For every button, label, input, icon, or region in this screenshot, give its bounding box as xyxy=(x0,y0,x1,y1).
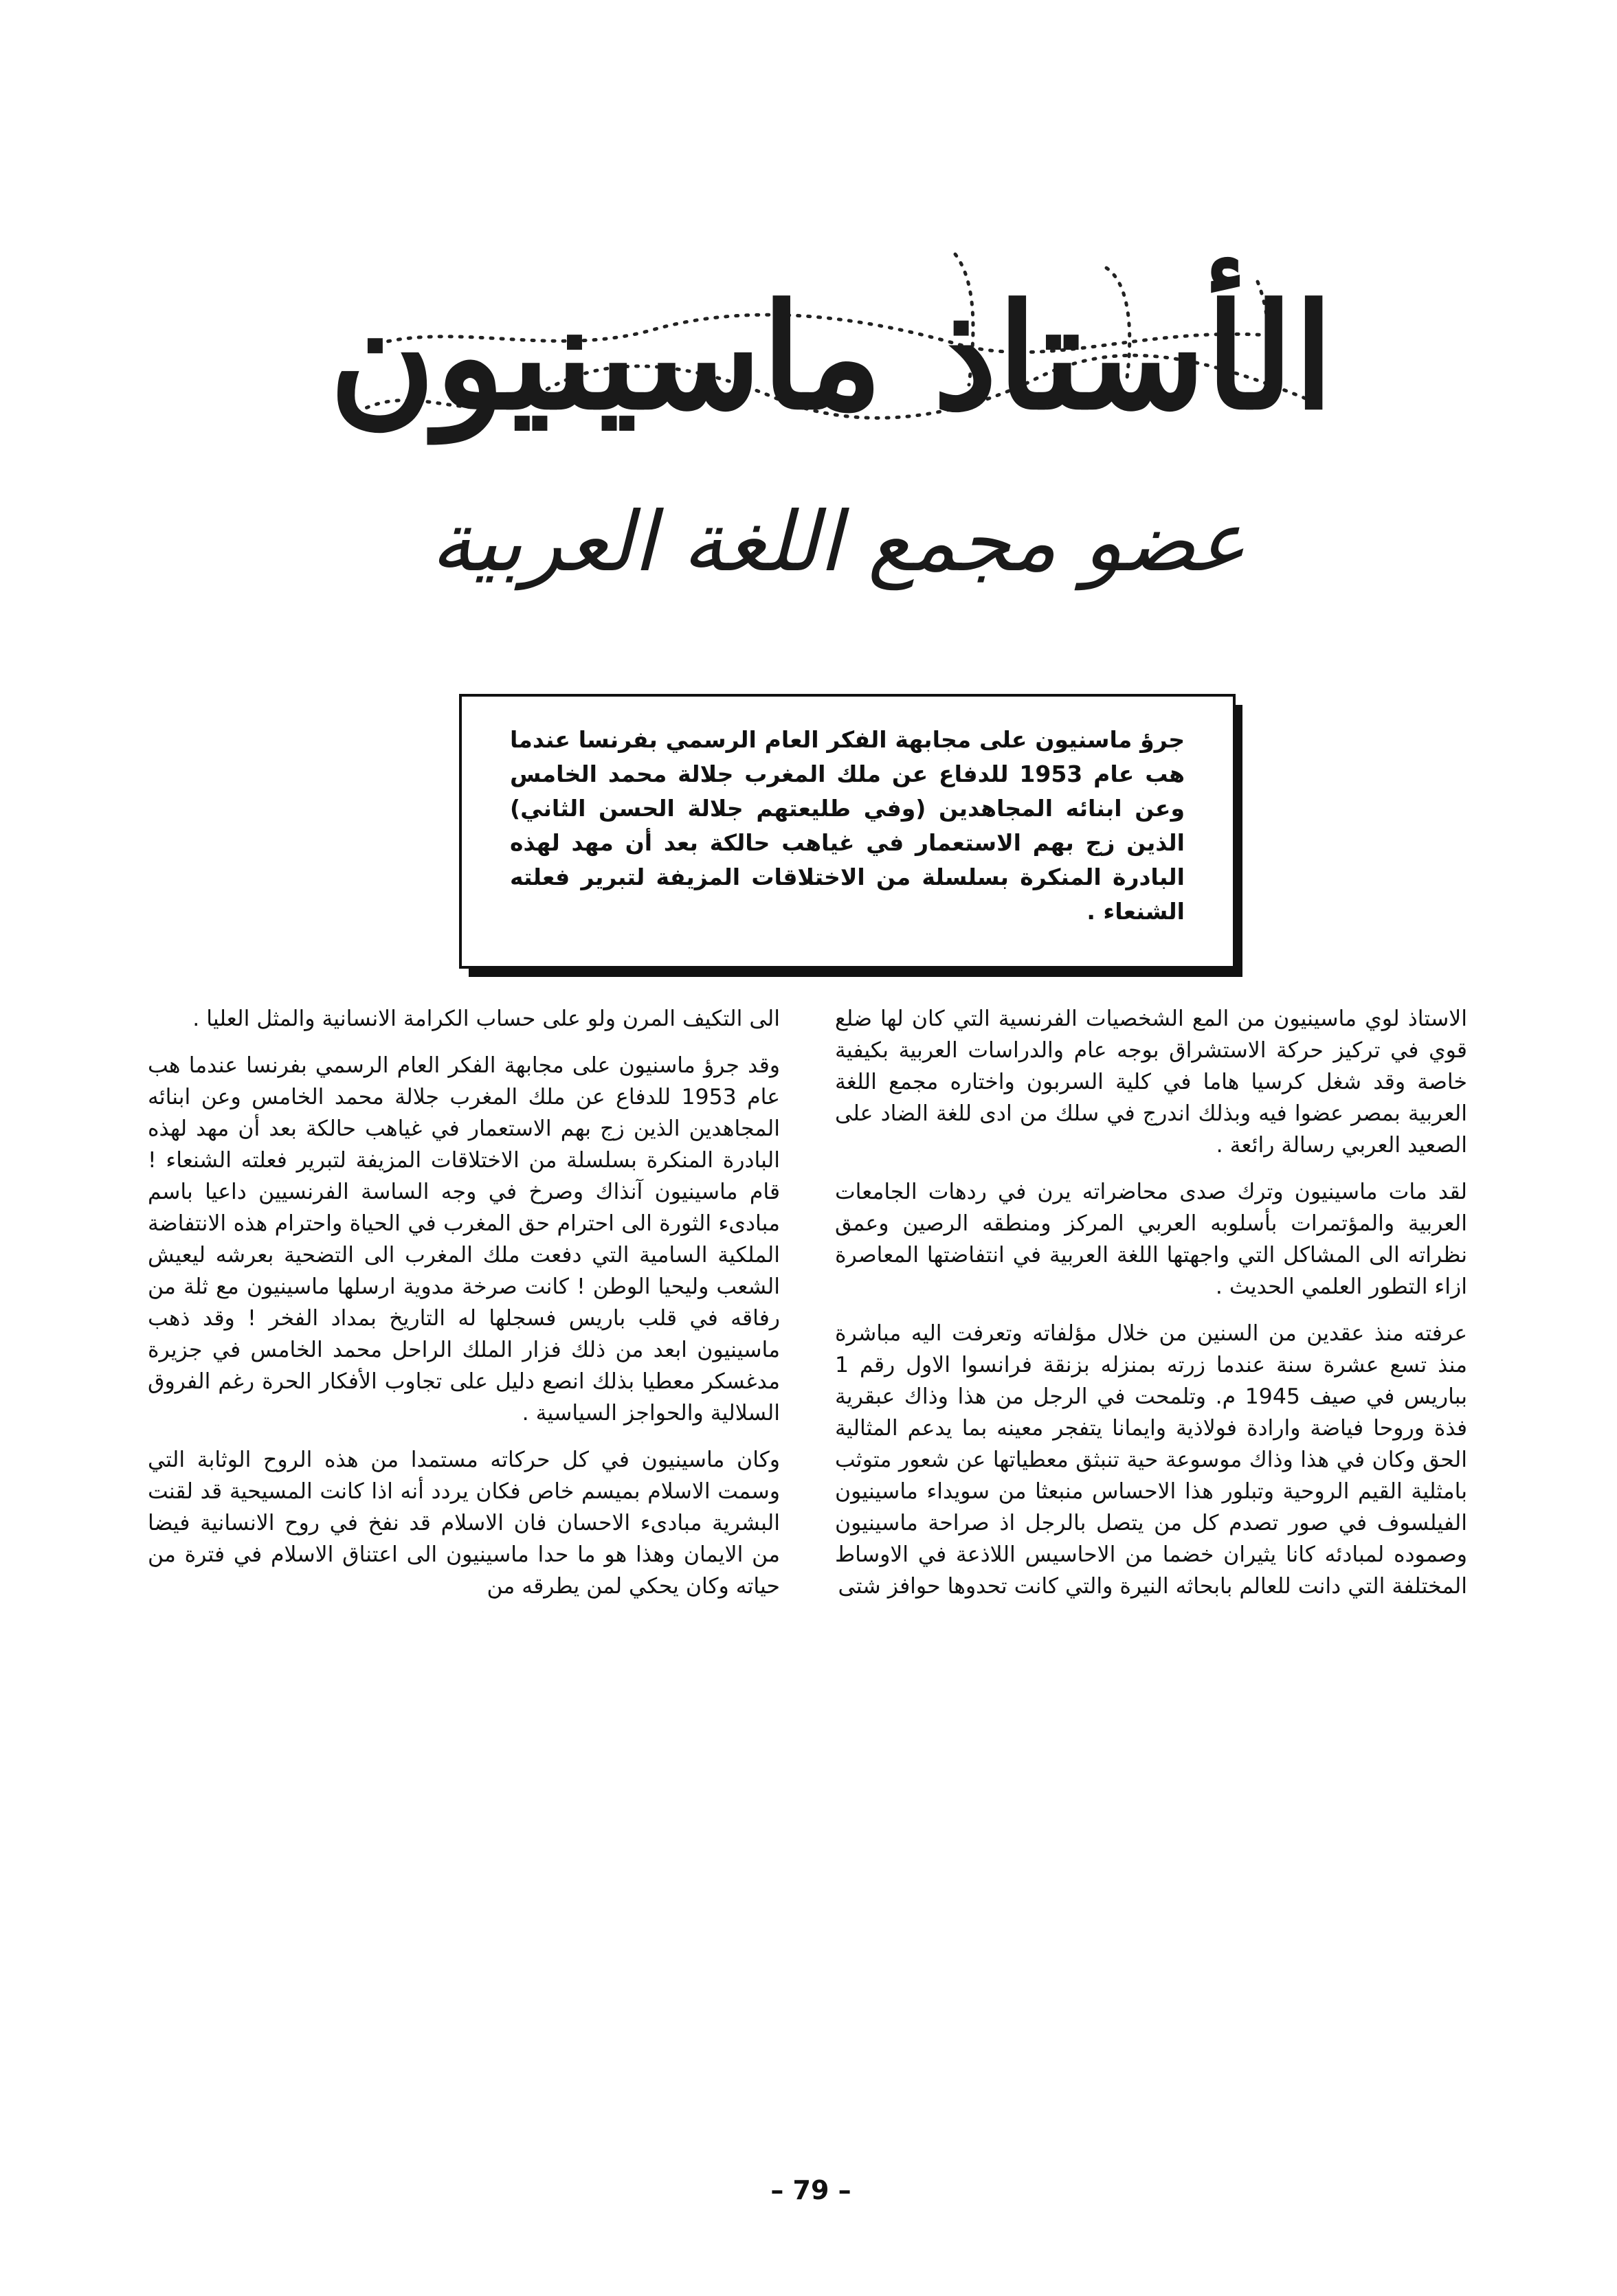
page-number: – 79 – xyxy=(770,2175,851,2205)
paragraph: عرفته منذ عقدين من السنين من خلال مؤلفاته وتعرفت اليه مباشرة منذ تسع عشرة سنة عندما زرته بمنزله بزنقة فرانسوا الاول رقم 1 بباريس في صيف 1945 م. وتلمحت في الرجل من هذا وذاك عبقرية فذة وروحا فياضة وارادة فولاذية وايمانا يتفجر معينه بما يدعم المثالية الحق وكان في هذا وذاك موسوعة حية تنبثق معطياتها عن شعور متوثب بامثلية القيم الروحية وتبلور هذا الاحساس منبعثا من سويداء ماسينيون الفيلسوف في صور تصدم كل من يتصل بالرجل اذ صراحة ماسينيون وصموده لمبادئه كانا يثيران خضما من الاحاسيس اللاذعة في الاوساط المختلفة التي دانت للعالم بابحاثه النيرة والتي كانت تحدوها حوافز شتى xyxy=(835,1321,1467,1599)
paragraph: لقد مات ماسينيون وترك صدى محاضراته يرن في ردهات الجامعات العربية والمؤتمرات بأسلوبه العربي المركز ومنطقه الرصين وعمق نظراته الى المشاكل التي واجهتها اللغة العربية في انتفاضتها المعاصرة ازاء التطور العلمي الحديث . xyxy=(835,1180,1467,1299)
paragraph: الاستاذ لوي ماسينيون من المع الشخصيات الفرنسية التي كان لها ضلع قوي في تركيز حركة الاستشراق بوجه عام والدراسات العربية بكيفية خاصة وقد شغل كرسيا هاما في كلية السربون واختاره مجمع اللغة العربية بمصر عضوا فيه وبذلك اندرج في سلك من ادى للغة الضاد على الصعيد العربي رسالة رائعة . xyxy=(835,1006,1467,1158)
paragraph: وكان ماسينيون في كل حركاته مستمدا من هذه الروح الوثابة التي وسمت الاسلام بميسم خاص فكان يردد أنه اذا كانت المسيحية قد لقنت البشرية مبادىء الاحسان فان الاسلام قد نفخ في روح الانسانية فيضا من الايمان وهذا هو ما حدا ماسينيون الى اعتناق الاسلام في فترة من حياته وكان يحكي لمن يطرقه من xyxy=(148,1448,780,1599)
right-column xyxy=(835,1003,1467,1617)
title-block xyxy=(323,227,1340,611)
article-subtitle: عضو مجمع اللغة العربية xyxy=(430,495,1247,590)
article-title: الأستاذ ماسينيون xyxy=(329,272,1334,442)
summary-text: جرؤ ماسنيون على مجابهة الفكر العام الرسمي بفرنسا عندما هب عام 1953 للدفاع عن ملك المغرب جلالة محمد الخامس وعن ابنائه المجاهدين (وفي طليعتهم جلالة الحسن الثاني) الذين زج بهم الاستعمار في غياهب حالكة بعد أن مهد لهذه البادرة المنكرة بسلسلة من الاختلاقات المزيفة لتبرير فعلته الشنعاء . xyxy=(510,726,1185,925)
left-column xyxy=(148,1003,780,1617)
summary-box xyxy=(459,694,1236,969)
paragraph: الى التكيف المرن ولو على حساب الكرامة الانسانية والمثل العليا . xyxy=(192,1006,780,1031)
paragraph: وقد جرؤ ماسنيون على مجابهة الفكر العام الرسمي بفرنسا عندما هب عام 1953 للدفاع عن ملك المغرب جلالة محمد الخامس وعن ابنائه المجاهدين الذين زج بهم الاستعمار في غياهب حالكة بعد أن مهد لهذه البادرة المنكرة بسلسلة من الاختلاقات المزيفة لتبرير فعلته الشنعاء ! قام ماسينيون آنذاك وصرخ في وجه الساسة الفرنسيين داعيا باسم مبادىء الثورة الى احترام حق المغرب في الحياة واحترام هذه الانتفاضة الملكية السامية التي دفعت ملك المغرب الى التضحية بعرشه ليعيش الشعب وليحيا الوطن ! كانت صرخة مدوية ارسلها ماسينيون مع ثلة من رفاقه في قلب باريس فسجلها له التاريخ بمداد الفخر ! وقد ذهب ماسينيون ابعد من ذلك فزار الملك الراحل محمد الخامس في جزيرة مدغسكر معطيا بذلك انصع دليل على تجاوب الأفكار الحرة رغم الفروق السلالية والحواجز السياسية . xyxy=(148,1053,780,1426)
